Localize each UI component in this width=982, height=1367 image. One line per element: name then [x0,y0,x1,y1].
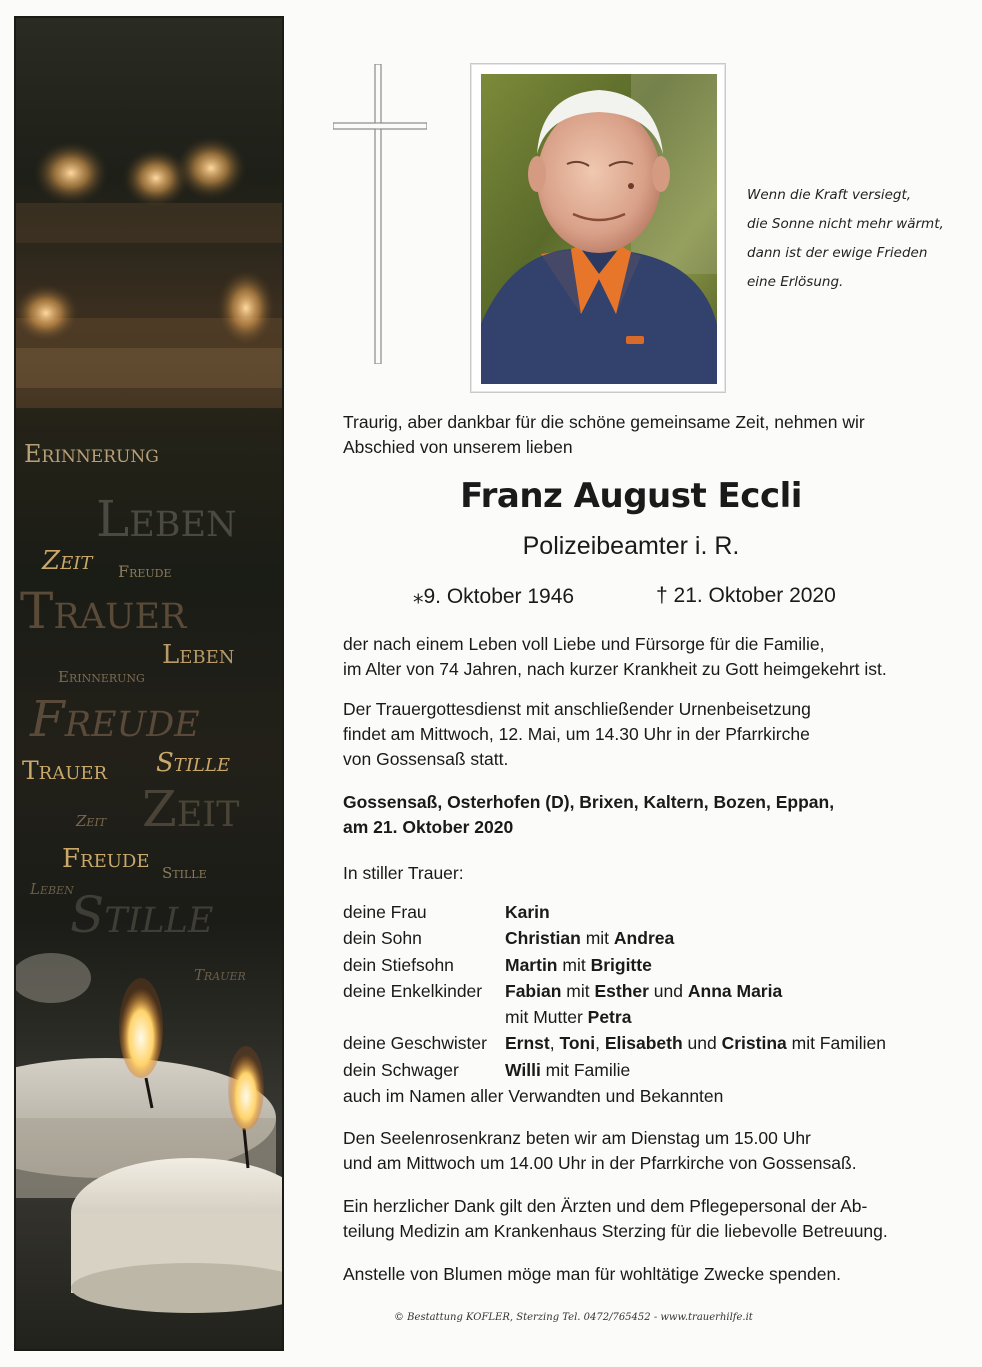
mourner-connector: mit Mutter [505,1007,588,1028]
cross-icon [333,64,427,364]
mourner-connector: mit [580,928,614,949]
mourner-connector: mit [561,980,595,1001]
death-date: † 21. Oktober 2020 [656,584,836,607]
mourner-connector: und [648,980,688,1001]
mourner-name: Martin [505,954,558,975]
mourning-heading: In stiller Trauer: [343,863,464,883]
mourner-name: Brigitte [590,954,652,975]
paragraph-line: Ein herzlicher Dank gilt den Ärzten und dem Pflegepersonal der Ab- [343,1196,868,1216]
intro-line: Traurig, aber dankbar für die schöne gemeinsame Zeit, nehmen wir [343,412,865,432]
intro-line: Abschied von unserem lieben [343,437,573,457]
mourner-name: Elisabeth [604,1033,683,1054]
thanks-paragraph [343,1194,963,1244]
paragraph-line: von Gossensaß statt. [343,749,509,769]
paragraph-line: Der Trauergottesdienst mit anschließender Urnenbeisetzung [343,699,811,719]
mourner-names [505,1004,631,1030]
paragraph-line: findet am Mittwoch, 12. Mai, um 14.30 Uhr in der Pfarrkirche [343,724,810,744]
places-and-date [343,790,963,840]
paragraph-line: teilung Medizin am Krankenhaus Sterzing für die liebevolle Betreuung. [343,1221,888,1241]
mourner-name: Karin [505,902,550,922]
mourner-name: Willi [505,1059,541,1080]
mourner-connector: und [682,1033,722,1054]
service-paragraph [343,697,963,772]
panel-word: Freude [30,690,200,748]
mourner-row [343,1057,723,1083]
mourner-name: Petra [587,1007,632,1028]
panel-word: Leben [162,640,235,670]
panel-word: Freude [62,844,150,874]
panel-word: Zeit [142,780,240,838]
mourner-row [343,1030,886,1056]
quote-line: eine Erlösung. [747,274,844,290]
mourner-names [505,1030,886,1056]
paragraph-line: Den Seelenrosenkranz beten wir am Dienstag um 15.00 Uhr [343,1128,811,1148]
paragraph-line: am 21. Oktober 2020 [343,817,514,837]
panel-word: Stille [156,748,230,778]
mourner-names [505,1057,630,1083]
rosary-paragraph [343,1126,963,1176]
mourner-names [505,978,782,1004]
birth-date: ⁎9. Oktober 1946 [413,585,575,608]
mourner-name: Cristina [721,1033,787,1054]
mourner-connector: mit Familien [786,1033,886,1054]
intro-text [343,410,963,460]
panel-word: Zeit [76,812,107,830]
candle-decoration-panel [14,16,284,1351]
portrait-image [481,74,717,384]
mourner-names [505,899,550,925]
panel-word: Trauer [194,966,246,984]
paragraph-line: im Alter von 74 Jahren, nach kurzer Krankheit zu Gott heimgekehrt ist. [343,659,887,679]
mourner-connector: mit Familie [540,1059,631,1080]
funeral-home-footer: © Bestattung KOFLER, Sterzing Tel. 0472/765452 - www.trauerhilfe.it [394,1312,753,1323]
mourner-name: Ernst [505,1033,550,1054]
deceased-title: Polizeibeamter i. R. [522,532,740,560]
mourners-closing: auch im Namen aller Verwandten und Bekannten [343,1086,724,1107]
mourner-row [343,978,783,1004]
mourner-relation: deine Frau [343,902,427,922]
quote-line: dann ist der ewige Frieden [747,245,928,261]
mourner-relation: dein Schwager [343,1059,459,1080]
panel-word: Erinnerung [58,668,145,686]
paragraph-line: Gossensaß, Osterhofen (D), Brixen, Kaltern, Bozen, Eppan, [343,792,835,812]
mourner-name: Esther [594,980,649,1001]
panel-word: Trauer [22,756,108,785]
quote-line: Wenn die Kraft versiegt, [747,187,912,203]
candle-background-image [16,18,284,1351]
mourner-connector: , [549,1033,560,1054]
life-paragraph [343,632,963,682]
panel-word: Stille [70,886,214,944]
panel-word: Leben [30,880,74,898]
mourner-name: Fabian [505,980,562,1001]
panel-word: Zeit [42,546,93,576]
quote-line: die Sonne nicht mehr wärmt, [747,216,944,232]
panel-word: Erinnerung [24,440,159,468]
mourner-name: Anna Maria [687,980,783,1001]
mourner-row [343,925,723,951]
mourner-names [505,952,652,978]
deceased-name: Franz August Eccli [460,476,802,516]
mourner-name: Toni [559,1033,596,1054]
panel-word: Trauer [20,582,187,640]
mourner-relation: dein Stiefsohn [343,954,454,975]
mourner-connector: mit [557,954,591,975]
mourner-relation: deine Geschwister [343,1033,487,1054]
paragraph-line: der nach einem Leben voll Liebe und Fürsorge für die Familie, [343,634,825,654]
mourner-relation: deine Enkelkinder [343,980,483,1001]
paragraph-line: und am Mittwoch um 14.00 Uhr in der Pfarrkirche von Gossensaß. [343,1153,857,1173]
flowers-note: Anstelle von Blumen möge man für wohltätige Zwecke spenden. [343,1264,842,1284]
panel-word: Freude [118,562,172,581]
portrait-photo [470,63,726,393]
mourner-name: Andrea [613,928,675,949]
mourner-names [505,925,674,951]
mourner-row [343,1004,723,1030]
mourner-row [343,952,723,978]
panel-word: Stille [162,864,207,882]
panel-word: Leben [96,490,237,548]
mourner-row [343,899,723,925]
mourner-connector: , [595,1033,605,1054]
mourner-relation: dein Sohn [343,928,422,949]
mourners-list [343,899,886,1109]
mourner-name: Christian [505,928,581,949]
memorial-quote [747,181,967,297]
